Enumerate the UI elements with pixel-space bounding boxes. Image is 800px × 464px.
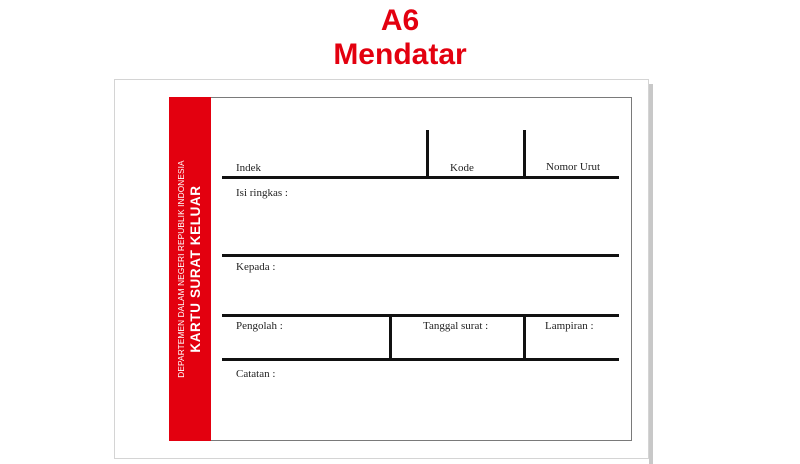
label-tanggal-surat: Tanggal surat :: [423, 320, 489, 332]
rule-isi-ringkas: [222, 254, 619, 257]
rule-pengolah: [222, 358, 619, 361]
rule-kepada: [222, 314, 619, 317]
divider-tanggal-lampiran: [523, 315, 526, 360]
side-strip-text: [175, 99, 205, 439]
label-nomor-urut: Nomor Urut: [546, 161, 601, 173]
label-indek: Indek: [236, 162, 262, 174]
label-isi-ringkas: Isi ringkas :: [236, 187, 288, 199]
page-shadow: [649, 84, 653, 464]
rule-header: [222, 176, 619, 179]
label-pengolah: Pengolah :: [236, 320, 283, 332]
label-catatan: Catatan :: [236, 368, 276, 380]
orientation-title: Mendatar: [333, 38, 467, 71]
divider-kode-nomor: [523, 130, 526, 179]
label-kode: Kode: [450, 162, 474, 174]
format-title: A6: [380, 4, 420, 37]
divider-indek-kode: [426, 130, 429, 179]
label-kepada: Kepada :: [236, 261, 276, 273]
department-name: DEPARTEMEN DALAM NEGERI REPUBLIK INDONESIA: [176, 160, 186, 378]
divider-pengolah-tanggal: [389, 315, 392, 360]
card-title: KARTU SURAT KELUAR: [188, 185, 203, 353]
label-lampiran: Lampiran :: [545, 320, 594, 332]
